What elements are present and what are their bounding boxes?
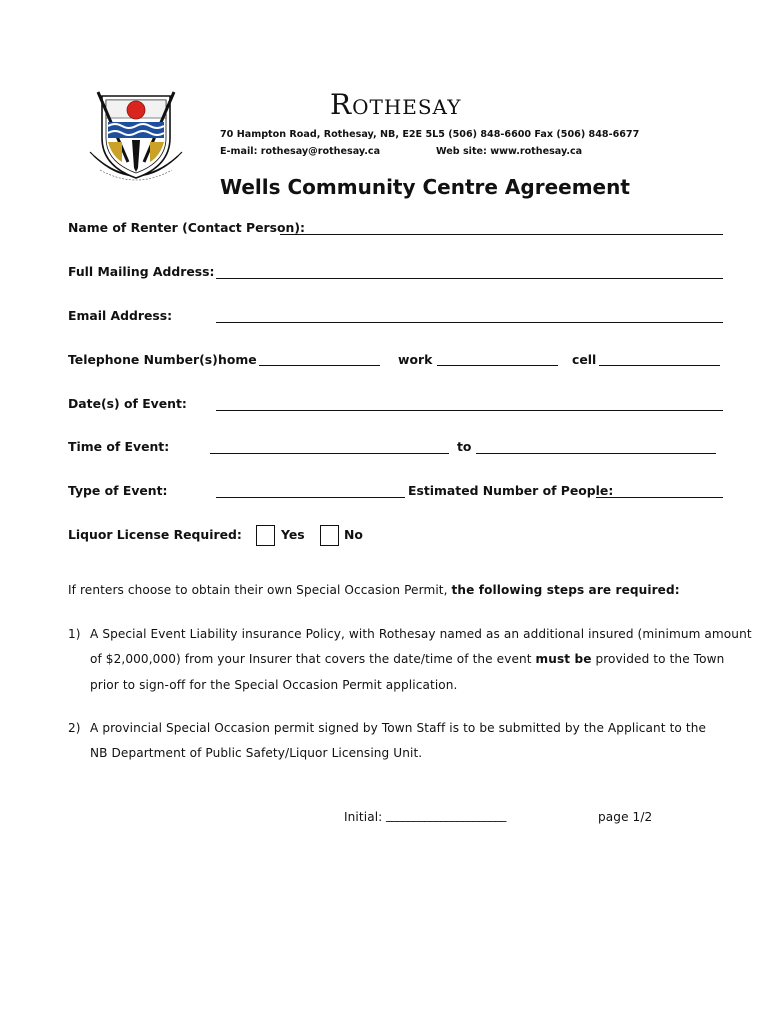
phone-home-label: home — [218, 352, 257, 367]
step-2-number: 2) — [68, 721, 81, 735]
renter-label: Name of Renter (Contact Person): — [68, 220, 305, 235]
time-label: Time of Event: — [68, 439, 170, 454]
intro-text: If renters choose to obtain their own Special Occasion Permit, the following steps are required: — [68, 583, 680, 597]
liquor-label: Liquor License Required: — [68, 527, 242, 542]
mailing-label: Full Mailing Address: — [68, 264, 215, 279]
step-1-line-1: A Special Event Liability insurance Policy, with Rothesay named as an additional insured (minimum amount — [90, 627, 752, 641]
dates-field[interactable] — [216, 410, 723, 411]
initial-field[interactable]: ______________________ — [386, 808, 506, 822]
phone-label: Telephone Number(s): — [68, 352, 223, 367]
people-field[interactable] — [596, 497, 723, 498]
dates-label: Date(s) of Event: — [68, 396, 187, 411]
phone-cell-field[interactable] — [599, 365, 720, 366]
renter-field[interactable] — [280, 234, 723, 235]
rothesay-crest-icon — [86, 86, 186, 188]
time-end-field[interactable] — [476, 453, 716, 454]
phone-work-field[interactable] — [437, 365, 558, 366]
time-to-label: to — [457, 439, 472, 454]
email-label: Email Address: — [68, 308, 173, 323]
page-title: Wells Community Centre Agreement — [220, 175, 630, 199]
people-label: Estimated Number of People: — [408, 483, 614, 498]
yes-label: Yes — [281, 527, 305, 542]
type-field[interactable] — [216, 497, 405, 498]
email-line: E-mail: rothesay@rothesay.ca — [220, 146, 381, 157]
no-label: No — [344, 527, 363, 542]
no-checkbox[interactable] — [320, 525, 339, 546]
step-1-number: 1) — [68, 627, 81, 641]
org-name: Rothesay — [330, 88, 462, 121]
step-1-line-3: prior to sign-off for the Special Occasion Permit application. — [90, 678, 458, 692]
step-1-line-2: of $2,000,000) from your Insurer that covers the date/time of the event must be provided to the Town — [90, 652, 725, 666]
mailing-field[interactable] — [216, 278, 723, 279]
phone-work-label: work — [398, 352, 433, 367]
step-2-line-2: NB Department of Public Safety/Liquor Licensing Unit. — [90, 746, 423, 760]
page-number: page 1/2 — [598, 810, 653, 824]
email-field[interactable] — [216, 322, 723, 323]
address-line: 70 Hampton Road, Rothesay, NB, E2E 5L5 (506) 848-6600 Fax (506) 848-6677 — [220, 129, 640, 140]
initial-label: Initial: — [344, 810, 383, 824]
step-2-line-1: A provincial Special Occasion permit signed by Town Staff is to be submitted by the Applicant to the — [90, 721, 707, 735]
website-line: Web site: www.rothesay.ca — [436, 146, 583, 157]
phone-home-field[interactable] — [259, 365, 380, 366]
time-start-field[interactable] — [210, 453, 449, 454]
yes-checkbox[interactable] — [256, 525, 275, 546]
type-label: Type of Event: — [68, 483, 168, 498]
phone-cell-label: cell — [572, 352, 597, 367]
